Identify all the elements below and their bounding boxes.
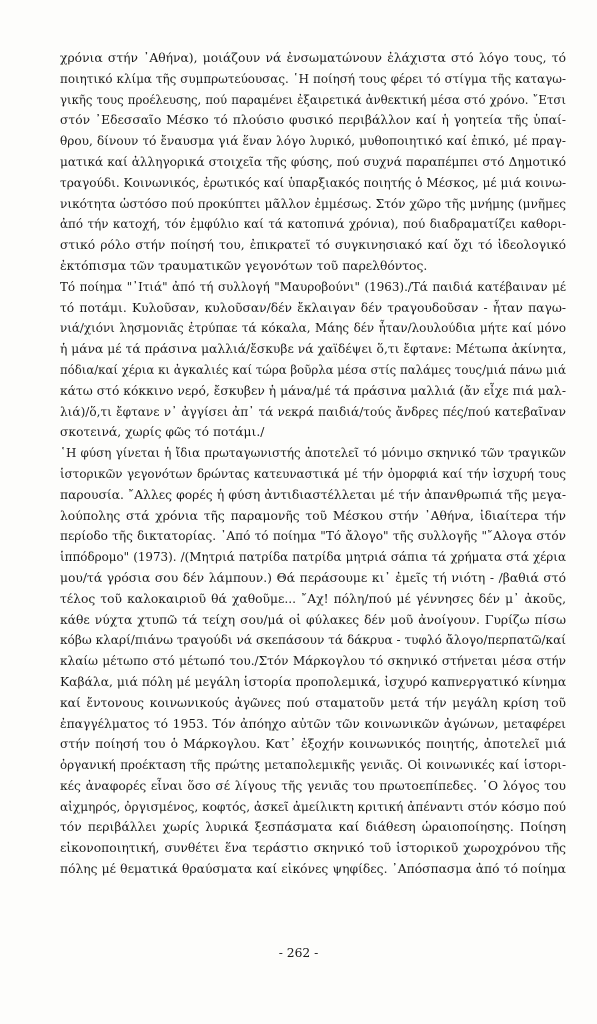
text-line: στικό ρόλο στήν ποίησή του, ἐπικρατεῖ τό συγκινησιακό καί ὄχι τό ἰδεολογικό	[60, 238, 566, 253]
text-line: ῾Η φύση γίνεται ἡ ἴδια πρωταγωνιστής ἀποτελεῖ τό μόνιμο σκηνικό τῶν τραγικῶν	[60, 446, 566, 461]
text-line: πόδια/καί χέρια κι ἀγκαλιές καί τώρα βοῦρλα μέσα στίς παλάμες τους/μιά πάνω μιά	[60, 362, 566, 377]
page-number: - 262 -	[278, 946, 319, 960]
text-line: σκοτεινά, χωρίς φῶς τό ποτάμι./	[60, 425, 265, 440]
text-line: κόβω κλαρί/πιάνω τραγούδι νά σκεπάσουν τά δάκρυα - τυφλό ἄλογο/περπατῶ/καί	[60, 633, 566, 648]
text-line: νιά/χιόνι λησμονιᾶς ἐτρύπαε τά κόκαλα, Μάης δέν ἦταν/λουλούδια μήτε καί μόνο	[60, 321, 566, 336]
text-line: στήν ποίησή του ὁ Μάρκογλου. Κατ᾿ ἐξοχήν κοινωνικός ποιητής, ἀποτελεῖ μιά	[60, 737, 566, 752]
text-line: χρόνια στήν ᾿Αθήνα), μοιάζουν νά ἐνσωματώνουν ἐλάχιστα στό λόγο τους, τό	[60, 51, 566, 65]
body-text	[60, 48, 566, 880]
text-line: νικότητα ὡστόσο πού προκύπτει μᾶλλον ἐμμέσως. Στόν χῶρο τῆς μνήμης (μνῆμες	[60, 196, 566, 211]
text-line: κάτω στό κόκκινο νερό, ἔσκυβεν ἡ μάνα/μέ τά πράσινα μαλλιά (ἄν εἶχε πιά μαλ-	[60, 383, 566, 398]
text-line: Τό ποίημα "᾿Ιτιά" ἀπό τή συλλογή "Μαυροβούνι" (1963)./Τά παιδιά κατέβαιναν μέ	[60, 279, 566, 294]
text-line: στόν ᾿Εδεσσαῖο Μέσκο τό πλούσιο φυσικό περιβάλλον καί ἡ γοητεία τῆς ὑπαί-	[60, 113, 566, 128]
text-line: περίοδο τῆς δικτατορίας. ᾿Από τό ποίημα "Τό ἄλογο" τῆς συλλογῆς "῎Αλογα στόν	[60, 529, 566, 544]
text-line: τραγούδι. Κοινωνικός, ἐρωτικός καί ὑπαρξιακός ποιητής ὁ Μέσκος, μέ μιά κοινω-	[60, 175, 566, 190]
text-line: κλαίω μέτωπο στό μέτωπό του./Στόν Μάρκογλου τό σκηνικό στήνεται μέσα στήν	[60, 654, 566, 669]
text-line: θρου, δίνουν τό ἔναυσμα γιά ἕναν λόγο λυρικό, μυθοποιητικό καί ἐπικό, μέ πραγ-	[60, 134, 566, 149]
text-line: τόν περιβάλλει χωρίς λυρικά ξεσπάσματα καί διάθεση ὡραιοποίησης. Ποίηση	[60, 820, 566, 835]
text-line: Καβάλα, μιά πόλη μέ μεγάλη ἱστορία προπολεμικά, ἰσχυρό καπνεργατικό κίνημα	[60, 674, 566, 689]
text-line: ἐπαγγέλματος τό 1953. Τόν ἀπόηχο αὐτῶν τῶν κοινωνικῶν ἀγώνων, μεταφέρει	[60, 716, 566, 731]
text-line: γικῆς τους προέλευσης, πού παραμένει ἐξαιρετικά ἀνθεκτική μέσα στό χρόνο. ῎Ετσι	[60, 92, 566, 107]
text-line: ἀπό τήν κατοχή, τόν ἐμφύλιο καί τά κατοπινά χρόνια), πού διαδραματίζει καθορι-	[60, 217, 566, 232]
text-line: ἱππόδρομο" (1973). /(Μητριά πατρίδα πατρίδα μητριά σάπια τά χρήματα στά χέρια	[60, 550, 566, 565]
text-line: ματικά καί ἀλληγορικά στοιχεῖα τῆς φύσης, πού συχνά παραπέμπει στό Δημοτικό	[60, 154, 566, 169]
text-line: καί ἔντονους κοινωνικούς ἀγῶνες πού σταματοῦν μετά τήν μεγάλη κρίση τοῦ	[60, 695, 566, 710]
text-line: κές ἀναφορές εἶναι ὅσο σέ λίγους τῆς γενιᾶς του πρωτοεπίπεδες. ῾Ο λόγος του	[60, 778, 566, 793]
text-line: αἰχμηρός, ὀργισμένος, κοφτός, ἀσκεῖ ἀμείλικτη κριτική ἀπέναντι στόν κόσμο πού	[60, 799, 566, 814]
text-line: πόλης μέ θεματικά θραύσματα καί εἰκόνες ψηφίδες. ᾿Απόσπασμα ἀπό τό ποίημα	[60, 862, 566, 877]
text-line: τό ποτάμι. Κυλοῦσαν, κυλοῦσαν/δέν ἔκλαιγαν δέν τραγουδοῦσαν - ἦταν παγω-	[60, 300, 566, 315]
text-line: ἐκτόπισμα τῶν τραυματικῶν γεγονότων τοῦ παρελθόντος.	[60, 258, 428, 273]
text-line: ἡ μάνα μέ τά πράσινα μαλλιά/ἔσκυβε νά χαϊδέψει ὅ,τι ἔφτανε: Μέτωπα ἀκίνητα,	[60, 342, 566, 357]
text-line: παρουσία. ῎Αλλες φορές ἡ φύση ἀντιδιαστέλλεται μέ τήν ἀπανθρωπιά τῆς μεγα-	[60, 487, 566, 502]
text-line: μου/τά γρόσια σου δέν λάμπουν.) Θά περάσουμε κι᾿ ἐμεῖς τή νιότη - /βαθιά στό	[60, 570, 566, 585]
text-line: ποιητικό κλίμα τῆς συμπρωτεύουσας. ῾Η ποίησή τους φέρει τό στίγμα τῆς καταγω-	[60, 71, 566, 86]
text-line: ὀργανική προέκταση τῆς πρώτης μεταπολεμικῆς γενιᾶς. Οἱ κοινωνικές καί ἱστορι-	[60, 758, 566, 773]
text-line: λούπολης στά χρόνια τῆς παραμονῆς τοῦ Μέσκου στήν ᾿Αθήνα, ἰδιαίτερα τήν	[60, 508, 566, 523]
text-line: ἱστορικῶν γεγονότων δρώντας κατευναστικά μέ τήν ὀμορφιά καί τήν ἰσχυρή τους	[60, 466, 566, 481]
text-line: τέλος τοῦ καλοκαιριοῦ θά χαθοῦμε... ῎Αχ! πόλη/πού μέ γέννησες δέν μ᾿ ἀκοῦς,	[60, 591, 566, 606]
text-line: κάθε νύχτα χτυπῶ τά τείχη σου/μά οἱ φύλακες δέν μοῦ ἀνοίγουν. Γυρίζω πίσω	[60, 612, 566, 627]
text-line: εἰκονοποιητική, συνθέτει ἕνα τεράστιο σκηνικό τοῦ ἱστορικοῦ χωροχρόνου τῆς	[60, 841, 566, 856]
text-line: λιά)/ὅ,τι ἔφτανε ν᾿ ἀγγίσει ἀπ᾿ τά νεκρά παιδιά/τούς ἄνδρες πές/πού κατεβαῖναν	[60, 404, 566, 419]
